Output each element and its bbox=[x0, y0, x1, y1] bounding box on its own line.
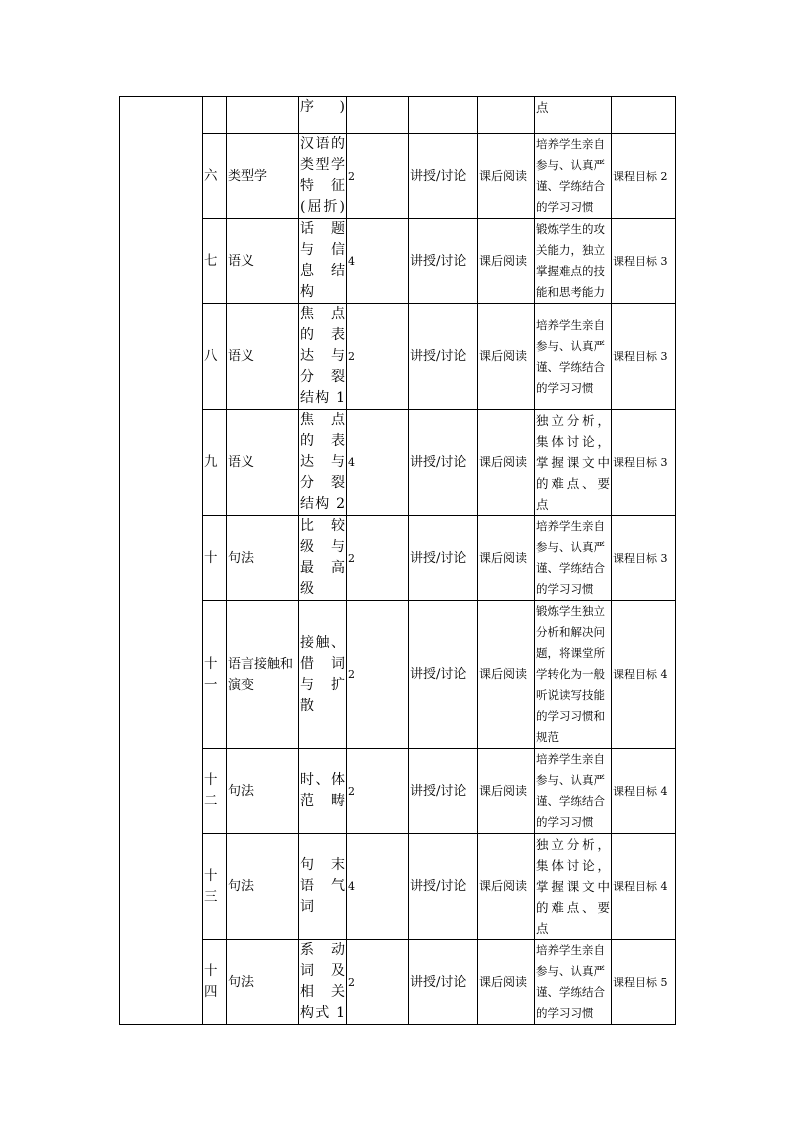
goal-line: 的学习习惯 bbox=[536, 815, 594, 829]
hours-cell: 4 bbox=[347, 410, 409, 516]
topic-line: 结构 1 bbox=[300, 390, 345, 406]
objective-cell: 课程目标 3 bbox=[612, 219, 676, 304]
topic-cell bbox=[299, 410, 347, 516]
topic-line: 系 动 bbox=[300, 942, 345, 958]
topic-line: 与 扩 bbox=[300, 676, 345, 693]
goal-line: 谨、学练结合 bbox=[536, 179, 605, 193]
goal-line: 培养学生亲自 bbox=[536, 137, 605, 151]
topic-line: 达 与 bbox=[300, 348, 345, 364]
homework-cell bbox=[478, 97, 535, 134]
objective-cell: 课程目标 3 bbox=[612, 410, 676, 516]
merged-left-cell bbox=[120, 97, 203, 1025]
goal-cell bbox=[535, 219, 612, 304]
topic-line: 词 及 bbox=[300, 963, 345, 979]
goal-cell bbox=[535, 940, 612, 1025]
goal-line: 的学习习惯 bbox=[536, 1006, 594, 1020]
goal-line: 关能力，独立 bbox=[536, 243, 605, 257]
method-cell: 讲授/讨论 bbox=[409, 134, 478, 219]
goal-line: 独立分析， bbox=[536, 413, 610, 428]
topic-cell bbox=[299, 601, 347, 749]
category-cell: 语言接触和演变 bbox=[227, 601, 299, 749]
hours-cell: 2 bbox=[347, 516, 409, 601]
goal-line: 点 bbox=[536, 100, 549, 115]
objective-cell: 课程目标 5 bbox=[612, 940, 676, 1025]
week-label: 十一 bbox=[204, 655, 218, 693]
goal-cell bbox=[535, 304, 612, 410]
method-cell: 讲授/讨论 bbox=[409, 410, 478, 516]
goal-line: 参与、认真严 bbox=[536, 158, 605, 172]
category-cell: 句法 bbox=[227, 749, 299, 834]
table-row bbox=[120, 940, 676, 1025]
goal-line: 的学习习惯 bbox=[536, 200, 594, 214]
topic-cell bbox=[299, 219, 347, 304]
goal-line: 的学习习惯 bbox=[536, 582, 594, 596]
topic-cell bbox=[299, 749, 347, 834]
goal-line: 集体讨论， bbox=[536, 434, 610, 449]
hours-cell: 2 bbox=[347, 940, 409, 1025]
topic-line: 话 题 bbox=[300, 221, 345, 237]
week-cell bbox=[203, 97, 227, 134]
goal-line: 的学习习惯 bbox=[536, 380, 594, 395]
homework-cell: 课后阅读 bbox=[478, 834, 535, 940]
hours-cell: 2 bbox=[347, 749, 409, 834]
goal-cell bbox=[535, 749, 612, 834]
goal-line: 培养学生亲自 bbox=[536, 943, 605, 957]
table-row bbox=[120, 749, 676, 834]
topic-line: 达 与 bbox=[300, 454, 345, 470]
week-cell: 六 bbox=[203, 134, 227, 219]
goal-line: 参与、认真严 bbox=[536, 964, 605, 978]
table-row bbox=[120, 134, 676, 219]
topic-line: 结构 2 bbox=[300, 496, 345, 512]
topic-line: 分 裂 bbox=[300, 369, 345, 385]
category-cell: 句法 bbox=[227, 940, 299, 1025]
objective-cell: 课程目标 4 bbox=[612, 601, 676, 749]
topic-line: 的 表 bbox=[300, 327, 345, 343]
goal-line: 培养学生亲自 bbox=[536, 519, 605, 533]
goal-line: 集体讨论， bbox=[536, 858, 610, 873]
goal-line: 培养学生亲自 bbox=[536, 752, 605, 766]
table-row bbox=[120, 516, 676, 601]
week-label: 十三 bbox=[204, 867, 218, 905]
topic-line: 级 与 bbox=[300, 539, 345, 555]
topic-line: 接触、 bbox=[300, 634, 345, 651]
goal-line: 点 bbox=[536, 497, 549, 512]
goal-line: 题，将课堂所 bbox=[536, 646, 605, 660]
topic-line: 语 气 bbox=[300, 878, 345, 894]
method-cell bbox=[409, 97, 478, 134]
topic-line: 与 信 bbox=[300, 242, 345, 258]
homework-cell: 课后阅读 bbox=[478, 601, 535, 749]
topic-line: 级 bbox=[300, 581, 314, 597]
week-cell bbox=[203, 940, 227, 1025]
topic-line: 构 bbox=[300, 284, 314, 300]
method-cell: 讲授/讨论 bbox=[409, 749, 478, 834]
topic-line: 构式 1 bbox=[300, 1005, 345, 1021]
goal-line: 谨、学练结合 bbox=[536, 794, 605, 808]
objective-cell bbox=[612, 97, 676, 134]
week-cell: 七 bbox=[203, 219, 227, 304]
topic-cell bbox=[299, 834, 347, 940]
method-cell: 讲授/讨论 bbox=[409, 940, 478, 1025]
goal-line: 的难点、要 bbox=[536, 476, 610, 491]
objective-cell: 课程目标 4 bbox=[612, 834, 676, 940]
objective-cell: 课程目标 3 bbox=[612, 304, 676, 410]
hours-cell: 2 bbox=[347, 601, 409, 749]
topic-cell bbox=[299, 134, 347, 219]
topic-line: 序) bbox=[300, 99, 345, 115]
week-cell: 十 bbox=[203, 516, 227, 601]
schedule-body bbox=[120, 97, 676, 1025]
hours-cell bbox=[347, 97, 409, 134]
goal-line: 锻炼学生独立 bbox=[536, 604, 605, 618]
objective-cell: 课程目标 3 bbox=[612, 516, 676, 601]
topic-line: 焦 点 bbox=[300, 306, 345, 322]
category-cell: 语义 bbox=[227, 410, 299, 516]
topic-line: 时、体 bbox=[300, 772, 345, 788]
goal-line: 规范 bbox=[536, 730, 559, 744]
goal-line: 掌握课文中 bbox=[536, 455, 610, 470]
homework-cell: 课后阅读 bbox=[478, 940, 535, 1025]
week-cell: 八 bbox=[203, 304, 227, 410]
goal-line: 学转化为一般 bbox=[536, 667, 605, 681]
category-cell: 类型学 bbox=[227, 134, 299, 219]
category-cell bbox=[227, 97, 299, 134]
goal-line: 独立分析， bbox=[536, 837, 610, 852]
hours-cell: 2 bbox=[347, 134, 409, 219]
method-cell: 讲授/讨论 bbox=[409, 516, 478, 601]
hours-cell: 2 bbox=[347, 304, 409, 410]
goal-line: 的学习习惯和 bbox=[536, 709, 605, 723]
method-cell: 讲授/讨论 bbox=[409, 219, 478, 304]
method-cell: 讲授/讨论 bbox=[409, 834, 478, 940]
goal-line: 能和思考能力 bbox=[536, 285, 605, 299]
goal-line: 谨、学练结合 bbox=[536, 359, 605, 374]
topic-line: 息 结 bbox=[300, 263, 345, 279]
week-label: 十二 bbox=[204, 772, 218, 809]
week-cell: 九 bbox=[203, 410, 227, 516]
week-cell bbox=[203, 749, 227, 834]
topic-line: (屈折) bbox=[300, 199, 345, 215]
week-cell bbox=[203, 601, 227, 749]
objective-cell: 课程目标 2 bbox=[612, 134, 676, 219]
table-row bbox=[120, 834, 676, 940]
topic-line: 比 较 bbox=[300, 518, 345, 534]
category-cell: 语义 bbox=[227, 219, 299, 304]
topic-line: 特 征 bbox=[300, 178, 345, 194]
topic-line: 分 裂 bbox=[300, 475, 345, 491]
goal-cell bbox=[535, 516, 612, 601]
category-cell: 语义 bbox=[227, 304, 299, 410]
goal-line: 的难点、要 bbox=[536, 900, 610, 915]
goal-line: 参与、认真严 bbox=[536, 540, 605, 554]
week-cell bbox=[203, 834, 227, 940]
table-row bbox=[120, 219, 676, 304]
topic-line: 范畴 bbox=[300, 793, 345, 809]
goal-line: 谨、学练结合 bbox=[536, 561, 605, 575]
week-label: 十四 bbox=[204, 963, 218, 1000]
goal-line: 参与、认真严 bbox=[536, 773, 605, 787]
table-row bbox=[120, 410, 676, 516]
topic-line: 焦 点 bbox=[300, 412, 345, 428]
method-cell: 讲授/讨论 bbox=[409, 601, 478, 749]
goal-line: 培养学生亲自 bbox=[536, 317, 605, 332]
table-row bbox=[120, 304, 676, 410]
topic-cell bbox=[299, 516, 347, 601]
topic-line: 词 bbox=[300, 899, 314, 915]
homework-cell: 课后阅读 bbox=[478, 516, 535, 601]
topic-line: 句 末 bbox=[300, 857, 345, 873]
homework-cell: 课后阅读 bbox=[478, 749, 535, 834]
goal-cell bbox=[535, 97, 612, 134]
topic-cell bbox=[299, 940, 347, 1025]
goal-cell bbox=[535, 410, 612, 516]
table-row bbox=[120, 97, 676, 134]
category-cell: 句法 bbox=[227, 834, 299, 940]
method-cell: 讲授/讨论 bbox=[409, 304, 478, 410]
topic-line: 类型学 bbox=[300, 157, 345, 173]
schedule-table bbox=[119, 96, 676, 1025]
homework-cell: 课后阅读 bbox=[478, 304, 535, 410]
homework-cell: 课后阅读 bbox=[478, 219, 535, 304]
objective-cell: 课程目标 4 bbox=[612, 749, 676, 834]
topic-line: 相 关 bbox=[300, 984, 345, 1000]
topic-cell bbox=[299, 97, 347, 134]
homework-cell: 课后阅读 bbox=[478, 134, 535, 219]
category-cell: 句法 bbox=[227, 516, 299, 601]
goal-line: 谨、学练结合 bbox=[536, 985, 605, 999]
homework-cell: 课后阅读 bbox=[478, 410, 535, 516]
goal-cell bbox=[535, 134, 612, 219]
topic-line: 散 bbox=[300, 697, 314, 714]
goal-line: 掌握难点的技 bbox=[536, 264, 605, 278]
topic-line: 借 词 bbox=[300, 655, 345, 672]
topic-line: 汉语的 bbox=[300, 136, 345, 152]
goal-line: 锻炼学生的攻 bbox=[536, 222, 605, 236]
hours-cell: 4 bbox=[347, 834, 409, 940]
goal-line: 掌握课文中 bbox=[536, 879, 610, 894]
hours-cell: 4 bbox=[347, 219, 409, 304]
goal-line: 参与、认真严 bbox=[536, 338, 605, 353]
table-row bbox=[120, 601, 676, 749]
goal-cell bbox=[535, 834, 612, 940]
topic-line: 最 高 bbox=[300, 560, 345, 576]
topic-cell bbox=[299, 304, 347, 410]
goal-line: 分析和解决问 bbox=[536, 625, 605, 639]
goal-line: 听说读写技能 bbox=[536, 688, 605, 702]
goal-cell bbox=[535, 601, 612, 749]
topic-line: 的 表 bbox=[300, 433, 345, 449]
goal-line: 点 bbox=[536, 921, 549, 936]
